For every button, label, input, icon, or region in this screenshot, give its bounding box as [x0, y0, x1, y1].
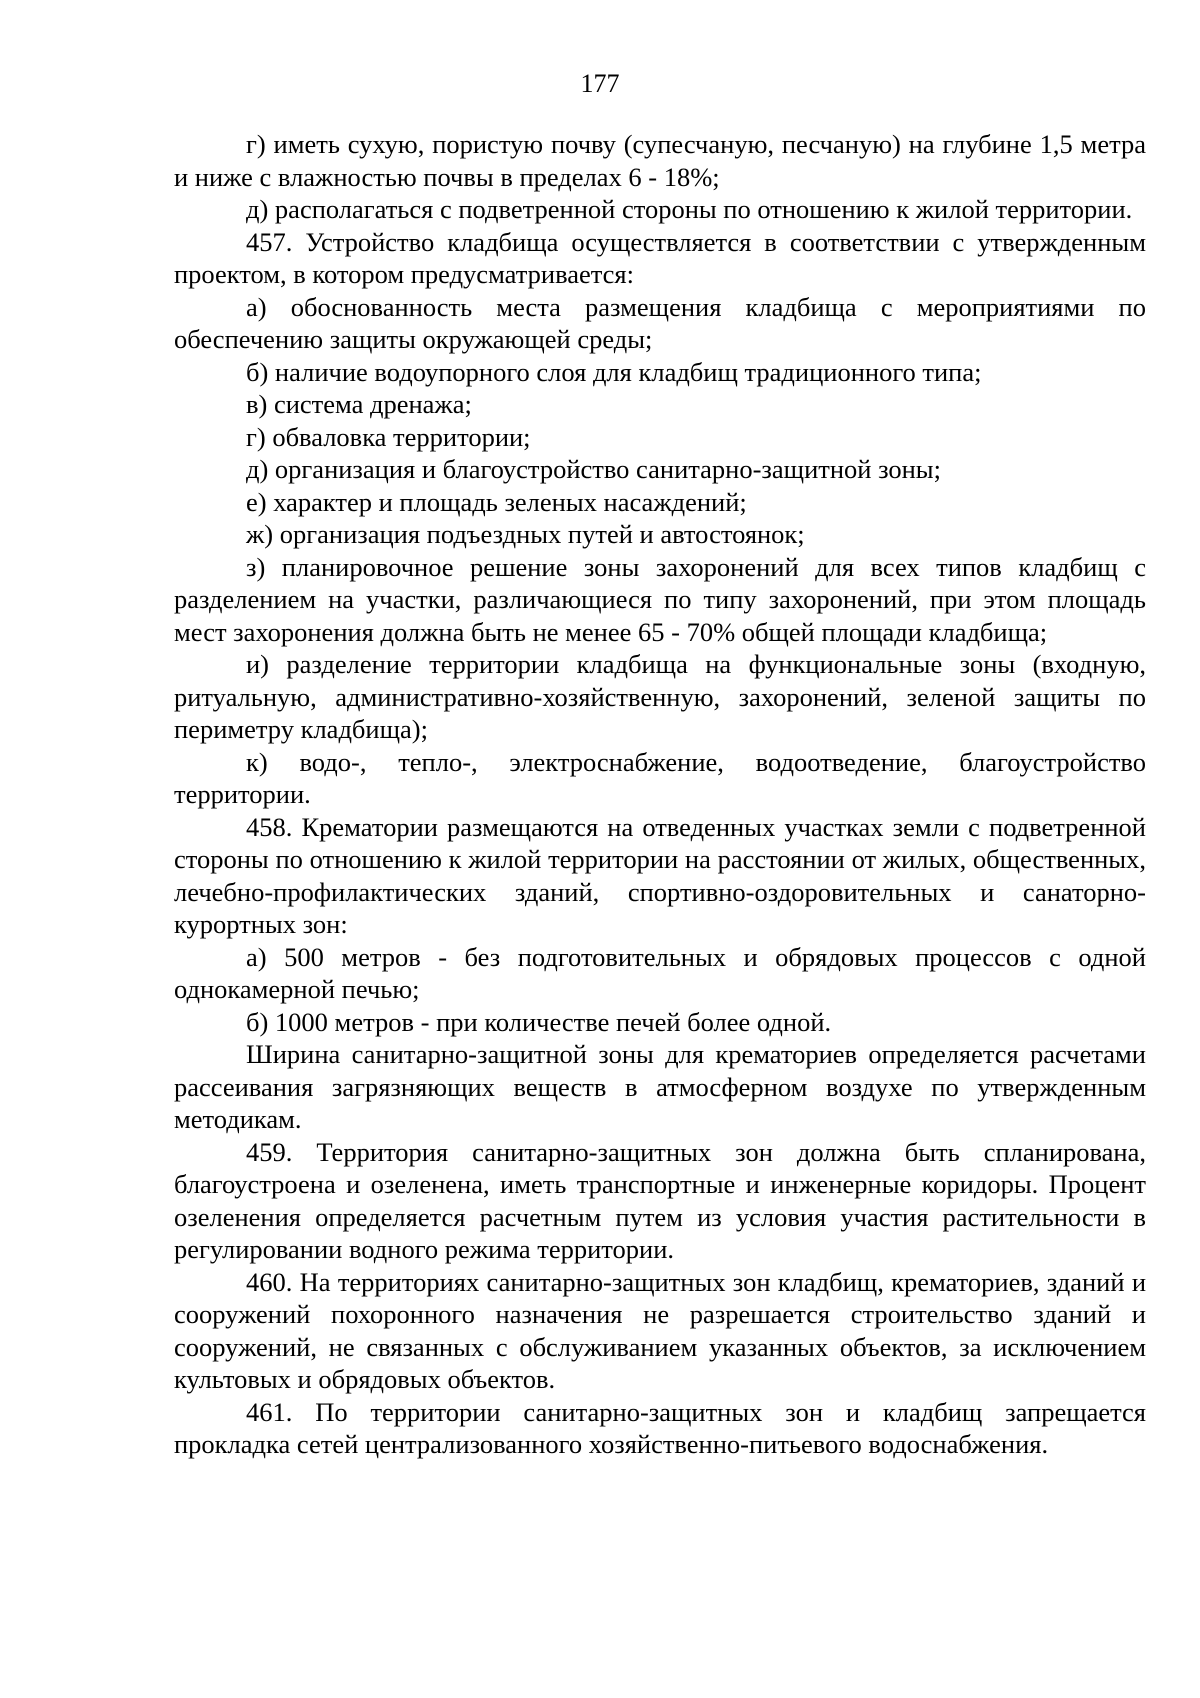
paragraph-item-g-soil: г) иметь сухую, пористую почву (супесчаную, песчаную) на глубине 1,5 метра и ниже с влажностью почвы в пределах 6 - 18%; — [174, 129, 1146, 192]
paragraph-item-k-utilities: к) водо-, тепло-, электроснабжение, водоотведение, благоустройство территории. — [174, 746, 1146, 809]
paragraph-460: 460. На территориях санитарно-защитных зон кладбищ, крематориев, зданий и сооружений похоронного назначения не разрешается строительство зданий и сооружений, не связанных с обслуживанием указанных объектов, за исключением культовых и обрядовых объектов. — [174, 1266, 1146, 1394]
paragraph-item-zh-access-roads: ж) организация подъездных путей и автостоянок; — [246, 519, 805, 549]
paragraph-457: 457. Устройство кладбища осуществляется в соответствии с утвержденным проектом, в котором предусматривается: — [174, 226, 1146, 289]
paragraph-item-i-functional-zones: и) разделение территории кладбища на функциональные зоны (входную, ритуальную, административно-хозяйственную, захоронений, зеленой защиты по периметру кладбища); — [174, 649, 1146, 744]
paragraph-item-v-drainage: в) система дренажа; — [246, 389, 472, 419]
paragraph-item-d-sanitary-zone: д) организация и благоустройство санитарно-защитной зоны; — [246, 454, 941, 484]
paragraph-461: 461. По территории санитарно-защитных зон и кладбищ запрещается прокладка сетей централизованного хозяйственно-питьевого водоснабжения. — [174, 1396, 1146, 1459]
paragraph-458: 458. Крематории размещаются на отведенных участках земли с подветренной стороны по отношению к жилой территории на расстоянии от жилых, общественных, лечебно-профилактических зданий, спортивно-оздоровительных и санаторно-курортных зон: — [174, 811, 1146, 939]
paragraph-item-a-500-meters: а) 500 метров - без подготовительных и обрядовых процессов с одной однокамерной печью; — [174, 941, 1146, 1004]
paragraph-item-z-burial-zone: з) планировочное решение зоны захоронений для всех типов кладбищ с разделением на участки, различающиеся по типу захоронений, при этом площадь мест захоронения должна быть не менее 65 - 70% общей площади кладбища; — [174, 551, 1146, 647]
paragraph-item-a-justification: а) обоснованность места размещения кладбища с мероприятиями по обеспечению защиты окружающей среды; — [174, 291, 1146, 354]
paragraph-item-e-green-spaces: е) характер и площадь зеленых насаждений; — [246, 486, 747, 517]
paragraph-item-b-1000-meters: б) 1000 метров - при количестве печей более одной. — [246, 1006, 832, 1037]
paragraph-459: 459. Территория санитарно-защитных зон должна быть спланирована, благоустроена и озеленена, иметь транспортные и инженерные коридоры. Процент озеленения определяется расчетным путем из условия участия растительности в регулировании водного режима территории. — [174, 1136, 1146, 1264]
paragraph-item-d-leeward: д) располагаться с подветренной стороны по отношению к жилой территории. — [246, 194, 1133, 224]
paragraph-item-g-embankment: г) обваловка территории; — [246, 421, 531, 452]
document-body — [174, 128, 1146, 1461]
paragraph-crematorium-zone-width: Ширина санитарно-защитной зоны для крематориев определяется расчетами рассеивания загрязняющих веществ в атмосферном воздухе по утвержденным методикам. — [174, 1039, 1146, 1134]
page-number: 177 — [580, 69, 620, 98]
paragraph-item-b-waterproof-layer: б) наличие водоупорного слоя для кладбищ традиционного типа; — [246, 356, 982, 387]
